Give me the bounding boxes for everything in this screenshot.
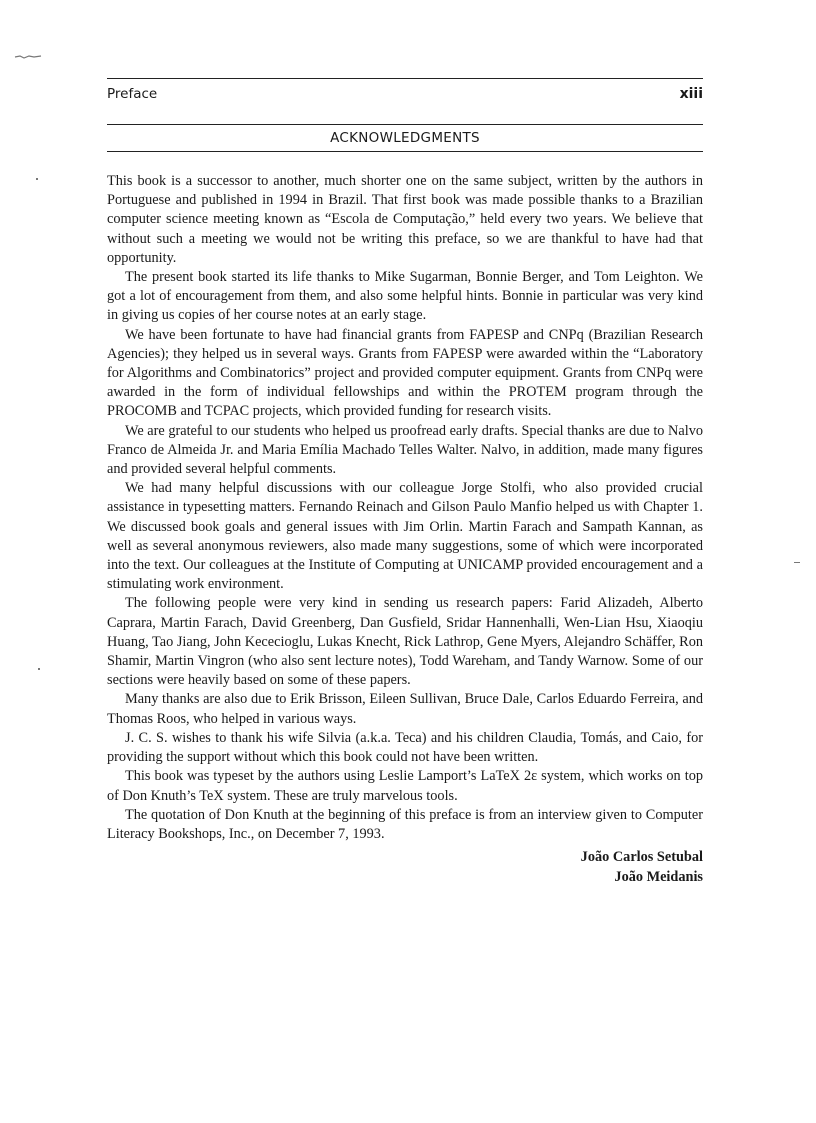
scan-smudge bbox=[14, 54, 42, 60]
paragraph: J. C. S. wishes to thank his wife Silvia (a.k.a. Teca) and his children Claudia, Tomás, and Caio, for providing the support without which this book could not have been written. bbox=[107, 729, 703, 766]
header-top-rule bbox=[107, 78, 703, 79]
section-title-bottom-rule bbox=[107, 151, 703, 152]
running-head: Preface bbox=[107, 86, 158, 102]
paragraph: The quotation of Don Knuth at the beginning of this preface is from an interview given to Computer Literacy Bookshops, Inc., on December 7, 1993. bbox=[107, 806, 703, 842]
paragraph: The following people were very kind in sending us research papers: Farid Alizadeh, Alberto Caprara, Martin Farach, David Greenberg, Dan Gusfield, Sridar Hannenhalli, Wen-Lian Hsu, Xiaoqiu Huang, Tao Jiang, John Kececioglu, Lukas Knecht, Rick Lathrop, Gene Myers, Alejandro Schäffer, Ron Shamir, Martin Vingron (who also sent lecture notes), Todd Wareham, and Tandy Warnow. Some of our sections were heavily based on some of these papers. bbox=[107, 595, 703, 689]
paragraph: We had many helpful discussions with our colleague Jorge Stolfi, who also provided crucial assistance in typesetting matters. Fernando Reinach and Gilson Paulo Manfio helped us with Chapter 1. We discussed book goals and general issues with Jim Orlin. Martin Farach and Sampath Kannan, as well as several anonymous reviewers, also made many suggestions, some of which were incorporated into the text. Our colleagues at the Institute of Computing at UNICAMP provided encouragement and a stimulating work environment. bbox=[107, 480, 703, 593]
paragraph: Many thanks are also due to Erik Brisson, Eileen Sullivan, Bruce Dale, Carlos Eduardo Ferreira, and Thomas Roos, who helped in various ways. bbox=[107, 691, 703, 727]
acknowledgments-body bbox=[107, 172, 703, 844]
paragraph: We have been fortunate to have had financial grants from FAPESP and CNPq (Brazilian Research Agencies); they helped us in several ways. Grants from FAPESP were awarded within the “Laboratory for Algorithms and Combinatorics” project and provided computer equipment. Grants from CNPq were awarded in the form of individual fellowships and within the PROTEM program through the PROCOMB and TCPAC projects, which provided funding for research visits. bbox=[107, 326, 703, 420]
paragraph: This book was typeset by the authors using Leslie Lamport’s LaTeX 2ε system, which works on top of Don Knuth’s TeX system. These are truly marvelous tools. bbox=[107, 768, 703, 804]
page-content bbox=[107, 78, 703, 887]
page-number: xiii bbox=[679, 86, 703, 102]
signature-name: João Carlos Setubal bbox=[580, 849, 703, 866]
signature-block bbox=[107, 844, 703, 887]
scan-speck bbox=[38, 668, 40, 670]
scan-speck bbox=[794, 562, 800, 563]
paragraph: The present book started its life thanks to Mike Sugarman, Bonnie Berger, and Tom Leighton. We got a lot of encouragement from them, and also some helpful hints. Bonnie in particular was very kind in giving us copies of her course notes at an early stage. bbox=[107, 269, 703, 324]
signature-name: João Meidanis bbox=[614, 868, 703, 885]
paragraph: This book is a successor to another, much shorter one on the same subject, written by the authors in Portuguese and published in 1994 in Brazil. That first book was made possible thanks to a Brazilian computer science meeting known as “Escola de Computação,” held every two years. We believe that without such a meeting we would not be writing this preface, so we are thankful to have had that opportunity. bbox=[107, 173, 703, 266]
running-header bbox=[107, 86, 703, 102]
paragraph: We are grateful to our students who helped us proofread early drafts. Special thanks are due to Nalvo Franco de Almeida Jr. and Maria Emília Machado Telles Walter. Nalvo, in addition, made many figures and provided several helpful comments. bbox=[107, 422, 703, 478]
scan-speck bbox=[36, 178, 38, 180]
section-title: ACKNOWLEDGMENTS bbox=[330, 130, 480, 146]
